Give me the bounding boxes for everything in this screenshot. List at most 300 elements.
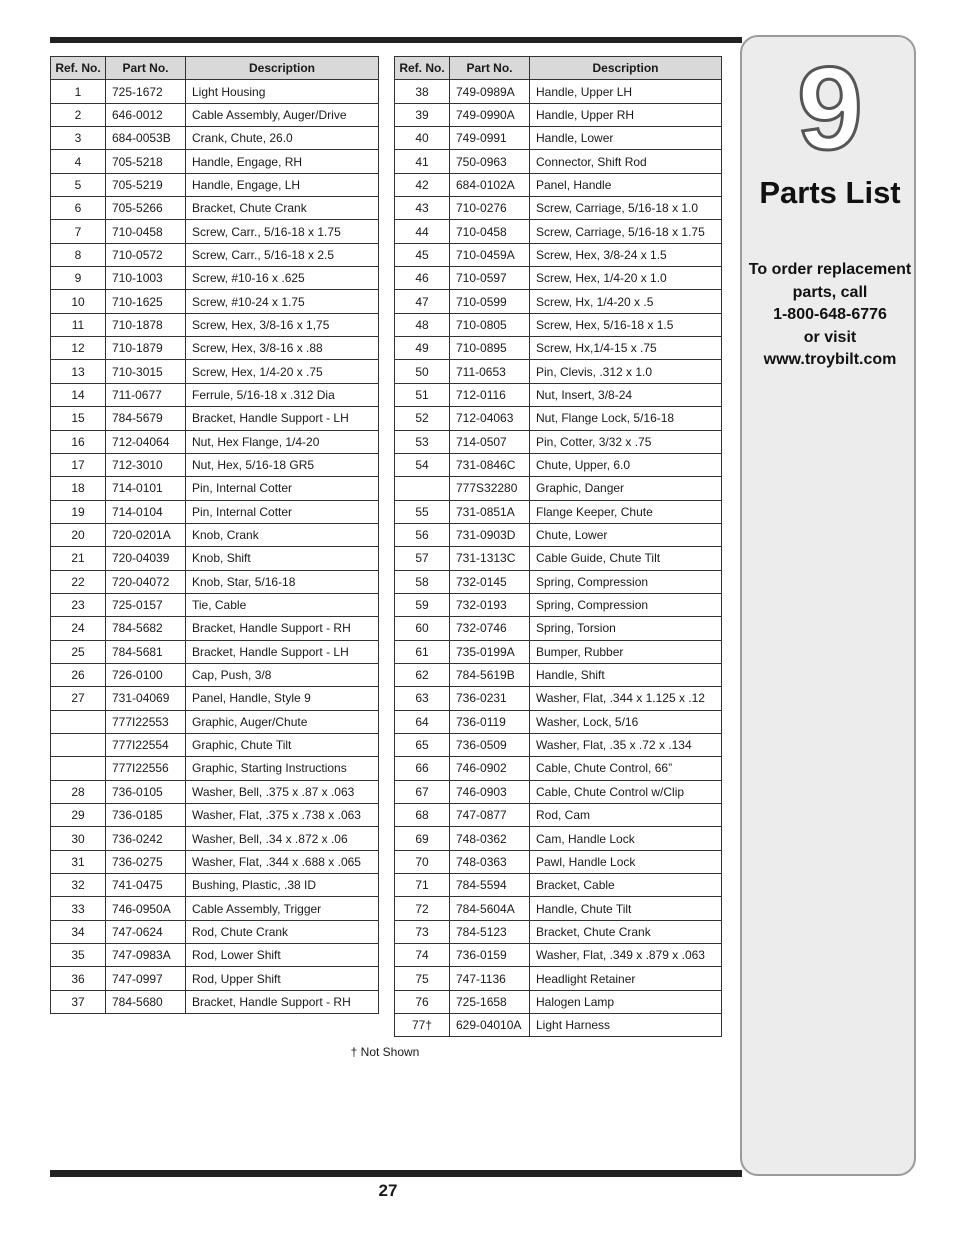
description-cell: Handle, Lower xyxy=(530,127,722,150)
table-row xyxy=(395,897,722,920)
page-number: 27 xyxy=(378,1181,398,1200)
ref-no-cell: 49 xyxy=(395,337,450,360)
ref-no-cell: 58 xyxy=(395,570,450,593)
description-cell: Screw, Hex, 3/8-16 x .88 xyxy=(186,337,379,360)
table-row xyxy=(395,920,722,943)
part-no-cell: 710-0276 xyxy=(450,197,530,220)
table-row xyxy=(395,150,722,173)
description-cell: Bracket, Chute Crank xyxy=(186,197,379,220)
ref-no-cell: 51 xyxy=(395,383,450,406)
table-row xyxy=(395,617,722,640)
ref-no-cell: 70 xyxy=(395,850,450,873)
table-row xyxy=(395,804,722,827)
ref-no-cell: 1 xyxy=(51,80,106,103)
part-no-cell: 784-5594 xyxy=(450,874,530,897)
ref-no-cell: 36 xyxy=(51,967,106,990)
part-no-cell: 777I22553 xyxy=(106,710,186,733)
ref-no-cell: 59 xyxy=(395,593,450,616)
description-cell: Spring, Compression xyxy=(530,570,722,593)
table-row xyxy=(51,150,379,173)
description-cell: Crank, Chute, 26.0 xyxy=(186,127,379,150)
description-cell: Pin, Clevis, .312 x 1.0 xyxy=(530,360,722,383)
bottom-rule xyxy=(50,1170,742,1177)
part-no-cell: 749-0991 xyxy=(450,127,530,150)
description-cell: Handle, Upper RH xyxy=(530,103,722,126)
table-row xyxy=(51,733,379,756)
ref-no-cell: 4 xyxy=(51,150,106,173)
table-row xyxy=(51,267,379,290)
description-cell: Bracket, Chute Crank xyxy=(530,920,722,943)
ref-no-cell: 11 xyxy=(51,313,106,336)
part-no-cell: 711-0653 xyxy=(450,360,530,383)
table-row xyxy=(395,430,722,453)
order-info-line: or visit xyxy=(803,328,857,346)
description-cell: Light Harness xyxy=(530,1014,722,1037)
description-cell: Washer, Flat, .35 x .72 x .134 xyxy=(530,733,722,756)
part-no-cell: 732-0145 xyxy=(450,570,530,593)
table-row xyxy=(51,290,379,313)
part-no-cell: 746-0903 xyxy=(450,780,530,803)
part-no-cell: 732-0746 xyxy=(450,617,530,640)
ref-no-cell: 27 xyxy=(51,687,106,710)
ref-no-cell: 41 xyxy=(395,150,450,173)
part-no-cell: 784-5619B xyxy=(450,663,530,686)
table-row xyxy=(51,640,379,663)
table-row xyxy=(51,710,379,733)
ref-no-cell: 7 xyxy=(51,220,106,243)
part-no-cell: 747-0997 xyxy=(106,967,186,990)
part-no-cell: 731-0903D xyxy=(450,523,530,546)
description-cell: Rod, Lower Shift xyxy=(186,944,379,967)
ref-no-cell: 17 xyxy=(51,453,106,476)
description-cell: Bracket, Cable xyxy=(530,874,722,897)
ref-no-cell: 55 xyxy=(395,500,450,523)
description-cell: Screw, Hex, 3/8-24 x 1.5 xyxy=(530,243,722,266)
description-cell: Screw, Hx,1/4-15 x .75 xyxy=(530,337,722,360)
ref-no-cell: 33 xyxy=(51,897,106,920)
description-cell: Nut, Flange Lock, 5/16-18 xyxy=(530,407,722,430)
table-row xyxy=(395,453,722,476)
table-row xyxy=(395,944,722,967)
description-cell: Knob, Crank xyxy=(186,523,379,546)
table-row xyxy=(395,197,722,220)
description-cell: Washer, Flat, .344 x .688 x .065 xyxy=(186,850,379,873)
part-no-cell: 725-1658 xyxy=(450,990,530,1013)
description-cell: Cam, Handle Lock xyxy=(530,827,722,850)
part-no-cell: 784-5123 xyxy=(450,920,530,943)
table-row xyxy=(395,360,722,383)
table-row xyxy=(51,477,379,500)
description-cell: Washer, Flat, .349 x .879 x .063 xyxy=(530,944,722,967)
description-cell: Screw, Hex, 3/8-16 x 1,75 xyxy=(186,313,379,336)
part-no-cell: 736-0509 xyxy=(450,733,530,756)
ref-no-cell: 75 xyxy=(395,967,450,990)
description-cell: Cable, Chute Control, 66” xyxy=(530,757,722,780)
table-row xyxy=(51,804,379,827)
part-no-cell: 731-04069 xyxy=(106,687,186,710)
part-no-cell: 736-0119 xyxy=(450,710,530,733)
order-info-line: parts, call xyxy=(792,283,868,301)
description-cell: Knob, Shift xyxy=(186,547,379,570)
description-cell: Screw, Carr., 5/16-18 x 1.75 xyxy=(186,220,379,243)
description-cell: Washer, Bell, .34 x .872 x .06 xyxy=(186,827,379,850)
description-cell: Bushing, Plastic, .38 ID xyxy=(186,874,379,897)
part-no-cell: 710-0572 xyxy=(106,243,186,266)
description-cell: Rod, Upper Shift xyxy=(186,967,379,990)
part-no-cell: 747-0624 xyxy=(106,920,186,943)
part-no-cell: 714-0507 xyxy=(450,430,530,453)
header-part-no: Part No. xyxy=(106,57,186,80)
ref-no-cell: 29 xyxy=(51,804,106,827)
part-no-cell: 731-0851A xyxy=(450,500,530,523)
description-cell: Pawl, Handle Lock xyxy=(530,850,722,873)
ref-no-cell: 61 xyxy=(395,640,450,663)
part-no-cell: 736-0231 xyxy=(450,687,530,710)
table-row xyxy=(51,500,379,523)
part-no-cell: 710-1879 xyxy=(106,337,186,360)
table-row xyxy=(51,990,379,1013)
part-no-cell: 710-0895 xyxy=(450,337,530,360)
header-part-no: Part No. xyxy=(450,57,530,80)
ref-no-cell: 16 xyxy=(51,430,106,453)
ref-no-cell: 43 xyxy=(395,197,450,220)
part-no-cell: 705-5218 xyxy=(106,150,186,173)
description-cell: Bracket, Handle Support - RH xyxy=(186,990,379,1013)
description-cell: Cable, Chute Control w/Clip xyxy=(530,780,722,803)
table-row xyxy=(395,850,722,873)
description-cell: Nut, Hex Flange, 1/4-20 xyxy=(186,430,379,453)
part-no-cell: 714-0104 xyxy=(106,500,186,523)
table-row xyxy=(51,430,379,453)
ref-no-cell: 5 xyxy=(51,173,106,196)
ref-no-cell: 37 xyxy=(51,990,106,1013)
part-no-cell: 747-0983A xyxy=(106,944,186,967)
ref-no-cell: 76 xyxy=(395,990,450,1013)
description-cell: Graphic, Danger xyxy=(530,477,722,500)
ref-no-cell: 2 xyxy=(51,103,106,126)
ref-no-cell: 19 xyxy=(51,500,106,523)
ref-no-cell: 65 xyxy=(395,733,450,756)
description-cell: Screw, Carriage, 5/16-18 x 1.75 xyxy=(530,220,722,243)
description-cell: Panel, Handle xyxy=(530,173,722,196)
chapter-sidebar xyxy=(740,35,916,1176)
part-no-cell: 725-0157 xyxy=(106,593,186,616)
ref-no-cell: 52 xyxy=(395,407,450,430)
ref-no-cell: 24 xyxy=(51,617,106,640)
footnote-not-shown: † Not Shown xyxy=(350,1045,420,1059)
table-row xyxy=(395,103,722,126)
description-cell: Screw, #10-16 x .625 xyxy=(186,267,379,290)
table-row xyxy=(51,687,379,710)
table-row xyxy=(51,360,379,383)
ref-no-cell: 28 xyxy=(51,780,106,803)
description-cell: Screw, #10-24 x 1.75 xyxy=(186,290,379,313)
ref-no-cell: 12 xyxy=(51,337,106,360)
ref-no-cell: 13 xyxy=(51,360,106,383)
ref-no-cell: 31 xyxy=(51,850,106,873)
table-row xyxy=(395,290,722,313)
table-row xyxy=(51,570,379,593)
table-row xyxy=(395,337,722,360)
ref-no-cell: 21 xyxy=(51,547,106,570)
part-no-cell: 736-0275 xyxy=(106,850,186,873)
table-row xyxy=(51,920,379,943)
table-row xyxy=(395,874,722,897)
part-no-cell: 710-1003 xyxy=(106,267,186,290)
description-cell: Spring, Torsion xyxy=(530,617,722,640)
description-cell: Bumper, Rubber xyxy=(530,640,722,663)
table-row xyxy=(395,313,722,336)
part-no-cell: 732-0193 xyxy=(450,593,530,616)
description-cell: Handle, Upper LH xyxy=(530,80,722,103)
ref-no-cell: 14 xyxy=(51,383,106,406)
part-no-cell: 784-5679 xyxy=(106,407,186,430)
part-no-cell: 714-0101 xyxy=(106,477,186,500)
ref-no-cell: 66 xyxy=(395,757,450,780)
ref-no-cell: 44 xyxy=(395,220,450,243)
part-no-cell: 710-1878 xyxy=(106,313,186,336)
table-row xyxy=(51,197,379,220)
ref-no-cell xyxy=(51,710,106,733)
ref-no-cell: 34 xyxy=(51,920,106,943)
ref-no-cell: 46 xyxy=(395,267,450,290)
table-row xyxy=(51,663,379,686)
ref-no-cell: 47 xyxy=(395,290,450,313)
description-cell: Nut, Hex, 5/16-18 GR5 xyxy=(186,453,379,476)
table-row xyxy=(395,570,722,593)
table-row xyxy=(51,593,379,616)
order-phone: 1-800-648-6776 xyxy=(773,306,887,324)
table-row xyxy=(51,967,379,990)
part-no-cell: 748-0363 xyxy=(450,850,530,873)
ref-no-cell: 50 xyxy=(395,360,450,383)
description-cell: Halogen Lamp xyxy=(530,990,722,1013)
table-row xyxy=(395,780,722,803)
table-row xyxy=(51,850,379,873)
part-no-cell: 784-5680 xyxy=(106,990,186,1013)
description-cell: Washer, Lock, 5/16 xyxy=(530,710,722,733)
part-no-cell: 746-0902 xyxy=(450,757,530,780)
table-row xyxy=(395,500,722,523)
part-no-cell: 784-5604A xyxy=(450,897,530,920)
table-row xyxy=(51,780,379,803)
ref-no-cell: 40 xyxy=(395,127,450,150)
part-no-cell: 784-5681 xyxy=(106,640,186,663)
ref-no-cell: 8 xyxy=(51,243,106,266)
table-row xyxy=(395,383,722,406)
table-row xyxy=(395,220,722,243)
part-no-cell: 712-3010 xyxy=(106,453,186,476)
ref-no-cell: 69 xyxy=(395,827,450,850)
description-cell: Cable Assembly, Trigger xyxy=(186,897,379,920)
table-row xyxy=(51,383,379,406)
part-no-cell: 712-0116 xyxy=(450,383,530,406)
description-cell: Cable Guide, Chute Tilt xyxy=(530,547,722,570)
table-row xyxy=(51,243,379,266)
description-cell: Screw, Hex, 1/4-20 x .75 xyxy=(186,360,379,383)
table-row xyxy=(395,640,722,663)
table-row xyxy=(51,127,379,150)
ref-no-cell: 38 xyxy=(395,80,450,103)
ref-no-cell: 60 xyxy=(395,617,450,640)
ref-no-cell: 39 xyxy=(395,103,450,126)
part-no-cell: 710-0599 xyxy=(450,290,530,313)
table-row xyxy=(51,80,379,103)
description-cell: Cable Assembly, Auger/Drive xyxy=(186,103,379,126)
description-cell: Screw, Carriage, 5/16-18 x 1.0 xyxy=(530,197,722,220)
description-cell: Screw, Hx, 1/4-20 x .5 xyxy=(530,290,722,313)
table-row xyxy=(51,173,379,196)
ref-no-cell: 74 xyxy=(395,944,450,967)
description-cell: Nut, Insert, 3/8-24 xyxy=(530,383,722,406)
part-no-cell: 725-1672 xyxy=(106,80,186,103)
description-cell: Spring, Compression xyxy=(530,593,722,616)
table-row xyxy=(395,990,722,1013)
table-row xyxy=(395,547,722,570)
table-row xyxy=(51,617,379,640)
ref-no-cell: 77† xyxy=(395,1014,450,1037)
table-row xyxy=(395,663,722,686)
header-description: Description xyxy=(186,57,379,80)
part-no-cell: 736-0105 xyxy=(106,780,186,803)
ref-no-cell: 72 xyxy=(395,897,450,920)
table-row xyxy=(51,337,379,360)
ref-no-cell: 62 xyxy=(395,663,450,686)
table-row xyxy=(395,757,722,780)
table-row xyxy=(395,243,722,266)
ref-no-cell: 32 xyxy=(51,874,106,897)
part-no-cell: 705-5266 xyxy=(106,197,186,220)
description-cell: Ferrule, 5/16-18 x .312 Dia xyxy=(186,383,379,406)
part-no-cell: 748-0362 xyxy=(450,827,530,850)
description-cell: Chute, Upper, 6.0 xyxy=(530,453,722,476)
description-cell: Chute, Lower xyxy=(530,523,722,546)
order-info-line: To order replacement xyxy=(748,261,912,278)
ref-no-cell: 53 xyxy=(395,430,450,453)
table-header-row xyxy=(51,57,379,80)
description-cell: Pin, Internal Cotter xyxy=(186,477,379,500)
ref-no-cell: 35 xyxy=(51,944,106,967)
part-no-cell: 629-04010A xyxy=(450,1014,530,1037)
part-no-cell: 711-0677 xyxy=(106,383,186,406)
part-no-cell: 731-1313C xyxy=(450,547,530,570)
ref-no-cell: 18 xyxy=(51,477,106,500)
ref-no-cell: 20 xyxy=(51,523,106,546)
table-row xyxy=(51,897,379,920)
header-ref-no: Ref. No. xyxy=(395,57,450,80)
table-row xyxy=(395,710,722,733)
table-row xyxy=(395,523,722,546)
part-no-cell: 710-0805 xyxy=(450,313,530,336)
part-no-cell: 710-0597 xyxy=(450,267,530,290)
description-cell: Handle, Engage, LH xyxy=(186,173,379,196)
ref-no-cell: 6 xyxy=(51,197,106,220)
part-no-cell: 736-0159 xyxy=(450,944,530,967)
ref-no-cell: 26 xyxy=(51,663,106,686)
ref-no-cell: 56 xyxy=(395,523,450,546)
ref-no-cell: 54 xyxy=(395,453,450,476)
ref-no-cell: 10 xyxy=(51,290,106,313)
ref-no-cell: 42 xyxy=(395,173,450,196)
description-cell: Handle, Engage, RH xyxy=(186,150,379,173)
top-rule xyxy=(50,37,742,43)
table-header-row xyxy=(395,57,722,80)
part-no-cell: 710-0459A xyxy=(450,243,530,266)
part-no-cell: 777S32280 xyxy=(450,477,530,500)
table-row xyxy=(51,874,379,897)
part-no-cell: 712-04064 xyxy=(106,430,186,453)
description-cell: Connector, Shift Rod xyxy=(530,150,722,173)
description-cell: Pin, Internal Cotter xyxy=(186,500,379,523)
ref-no-cell: 25 xyxy=(51,640,106,663)
ref-no-cell: 23 xyxy=(51,593,106,616)
order-info xyxy=(748,259,912,372)
table-row xyxy=(395,967,722,990)
table-row xyxy=(395,477,722,500)
header-ref-no: Ref. No. xyxy=(51,57,106,80)
part-no-cell: 705-5219 xyxy=(106,173,186,196)
ref-no-cell: 30 xyxy=(51,827,106,850)
ref-no-cell: 68 xyxy=(395,804,450,827)
part-no-cell: 720-0201A xyxy=(106,523,186,546)
header-description: Description xyxy=(530,57,722,80)
description-cell: Knob, Star, 5/16-18 xyxy=(186,570,379,593)
ref-no-cell: 64 xyxy=(395,710,450,733)
table-row xyxy=(51,313,379,336)
table-row xyxy=(395,127,722,150)
table-row xyxy=(51,827,379,850)
table-row xyxy=(51,453,379,476)
order-website: www.troybilt.com xyxy=(763,351,897,369)
table-row xyxy=(395,827,722,850)
chapter-number: 9 xyxy=(797,43,863,175)
description-cell: Cap, Push, 3/8 xyxy=(186,663,379,686)
part-no-cell: 726-0100 xyxy=(106,663,186,686)
ref-no-cell: 9 xyxy=(51,267,106,290)
ref-no-cell xyxy=(51,757,106,780)
part-no-cell: 777I22554 xyxy=(106,733,186,756)
part-no-cell: 710-0458 xyxy=(106,220,186,243)
table-row xyxy=(51,523,379,546)
table-row xyxy=(395,1014,722,1037)
table-row xyxy=(51,944,379,967)
part-no-cell: 750-0963 xyxy=(450,150,530,173)
part-no-cell: 736-0185 xyxy=(106,804,186,827)
description-cell: Flange Keeper, Chute xyxy=(530,500,722,523)
ref-no-cell: 73 xyxy=(395,920,450,943)
table-row xyxy=(395,733,722,756)
part-no-cell: 749-0990A xyxy=(450,103,530,126)
table-row xyxy=(395,267,722,290)
part-no-cell: 741-0475 xyxy=(106,874,186,897)
description-cell: Rod, Chute Crank xyxy=(186,920,379,943)
description-cell: Screw, Hex, 5/16-18 x 1.5 xyxy=(530,313,722,336)
description-cell: Light Housing xyxy=(186,80,379,103)
ref-no-cell xyxy=(51,733,106,756)
ref-no-cell: 71 xyxy=(395,874,450,897)
part-no-cell: 747-1136 xyxy=(450,967,530,990)
table-row xyxy=(395,593,722,616)
part-no-cell: 646-0012 xyxy=(106,103,186,126)
table-row xyxy=(395,407,722,430)
part-no-cell: 746-0950A xyxy=(106,897,186,920)
ref-no-cell: 57 xyxy=(395,547,450,570)
part-no-cell: 731-0846C xyxy=(450,453,530,476)
part-no-cell: 684-0102A xyxy=(450,173,530,196)
table-row xyxy=(51,220,379,243)
description-cell: Pin, Cotter, 3/32 x .75 xyxy=(530,430,722,453)
ref-no-cell: 48 xyxy=(395,313,450,336)
